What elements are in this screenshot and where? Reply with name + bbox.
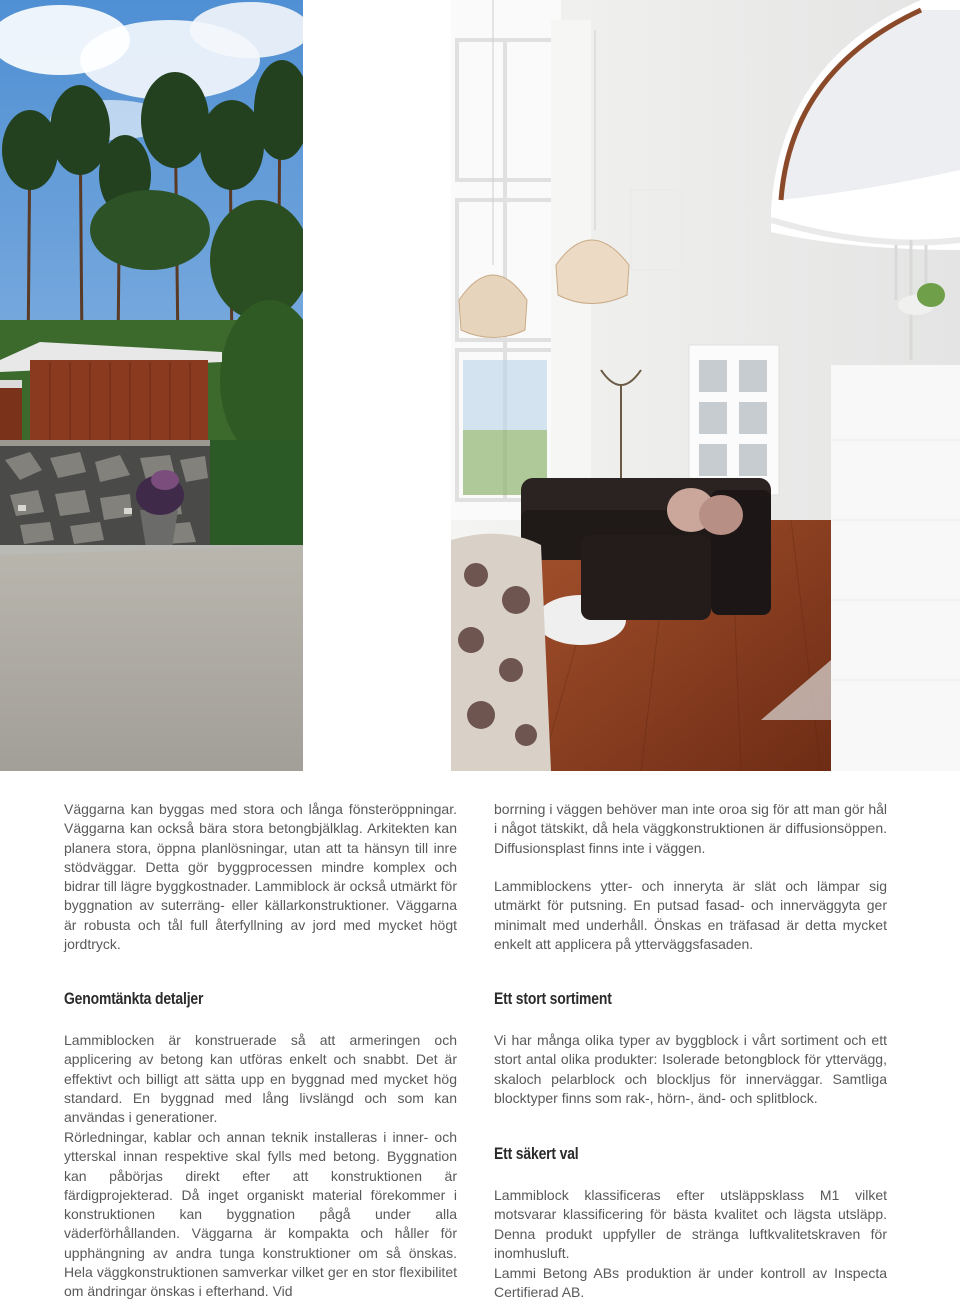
interior-photo <box>451 0 960 771</box>
exterior-photo <box>0 0 303 771</box>
section-1-paragraph-2 <box>64 1128 457 1302</box>
left-intro-text <box>64 800 457 954</box>
paragraph-text: Lammi Betong ABs produktion är under kontroll av Inspecta Certifierad AB. <box>494 1265 887 1301</box>
paragraph-text: Lammiblockens ytter- och inneryta är slät och lämpar sig utmärkt för putsning. En putsad fasad- och innerväggyta ger minimalt med underhåll. Önskas en träfasad är detta mycket enkelt att applicera på ytterväggsfasaden. <box>494 878 887 952</box>
paragraph-text: borrning i väggen behöver man inte oroa sig för att man gör hål i något tätskikt, då hela väggkonstruktionen är diffusionsöppen. Diffusionsplast finns inte i väggen. <box>494 801 887 856</box>
intro-paragraph: Väggarna kan byggas med stora och långa fönsteröppningar. Väggarna kan också bära stora betongbjälklag. Arkitekten kan planera stora, öppna planlösningar, utan att ta hänsyn till inre stödväggar. Detta gör byggprocessen mindre komplex och bidrar till lägre byggkostnader. Lammiblock är också utmärkt för byggnation av suterräng- eller källarkonstruktioner. Väggarna är robusta och tål full återfyllning av jord med mycket högt jordtryck. <box>64 801 457 953</box>
paragraph-text: Rörledningar, kablar och annan teknik installeras i inner- och ytterskal innan respektive skal fylls med betong. Byggnation kan påbörjas direkt efter att konstruktionen är färdigprojekterad. Då inget organiskt material förekommer i konstruktionen kan byggnation pågå under alla väderförhållanden. Väggarna är kompakta och håller för upphängning av andra tunga konstruktioner om så önskas. Hela väggkonstruktionen samverkar vilket ger en stor flexibilitet om ändringar önskas i efterhand. Vid <box>64 1129 457 1300</box>
paragraph-text: Lammiblocken är konstruerade så att armeringen och applicering av betong kan utföras enkelt och snabbt. Det är effektivt och billigt att sätta upp en byggnad med mycket hög standard. En byggnad med lång livslängd och som kan användas i generationer. <box>64 1032 457 1126</box>
heading-genomtankta-detaljer: Genomtänkta detaljer <box>64 989 204 1008</box>
paragraph-text: Vi har många olika typer av byggblock i vårt sortiment och ett stort antal olika produkter: Isolerade betongblock för yttervägg, skaloch pelarblock och blockljus för innerväggar. Samtliga blocktyper finns som rak-, hörn-, änd- och splitblock. <box>494 1032 887 1106</box>
heading-ett-sakert-val: Ett säkert val <box>494 1144 579 1163</box>
interior-photo-graphic <box>451 0 960 771</box>
heading-ett-stort-sortiment: Ett stort sortiment <box>494 989 612 1008</box>
section-3-paragraph-1 <box>494 1186 887 1263</box>
right-paragraph-2 <box>494 877 887 954</box>
paragraph-text: Lammiblock klassificeras efter utsläppsklass M1 vilket motsvarar klassificering för bästa kvalitet och lägsta utsläpp. Denna produkt uppfyller de stränga luftkvalitetskraven för inomhusluft. <box>494 1187 887 1261</box>
section-2-paragraph-1 <box>494 1031 887 1108</box>
right-paragraph-1 <box>494 800 887 858</box>
section-1-paragraph-1 <box>64 1031 457 1127</box>
exterior-photo-graphic <box>0 0 303 771</box>
section-3-paragraph-2 <box>494 1264 887 1303</box>
